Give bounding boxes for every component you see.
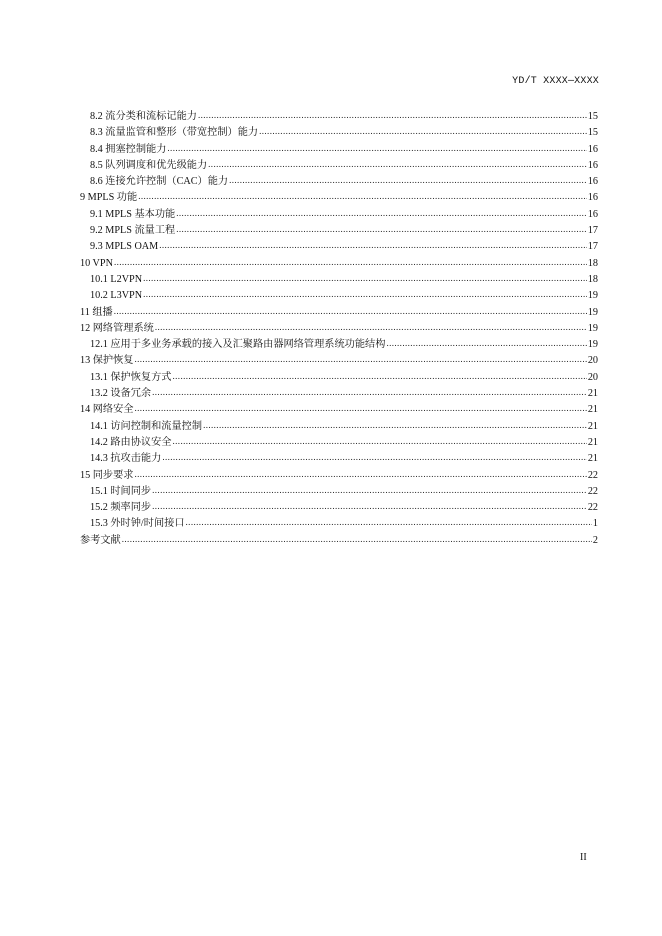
toc-entry-title: 10.1 L2VPN <box>90 273 143 285</box>
toc-entry-page: 19 <box>587 290 598 302</box>
toc-entry-title: 13.1 保护恢复方式 <box>90 371 172 383</box>
toc-dot-leader <box>134 351 586 368</box>
toc-entry[interactable] <box>80 141 598 157</box>
toc-entry-title: 14.2 路由协议安全 <box>90 436 172 448</box>
toc-entry-page: 19 <box>587 339 598 351</box>
toc-dot-leader <box>155 319 587 336</box>
toc-entry-title: 13.2 设备冗余 <box>90 388 152 400</box>
toc-dot-leader <box>173 368 587 385</box>
toc-entry-page: 22 <box>587 469 598 481</box>
toc-entry-page: 16 <box>587 159 598 171</box>
toc-entry-page: 22 <box>587 502 598 514</box>
toc-entry[interactable] <box>80 515 598 531</box>
toc-dot-leader <box>152 482 587 499</box>
toc-entry-page: 22 <box>587 485 598 497</box>
toc-dot-leader <box>203 417 587 434</box>
toc-dot-leader <box>138 188 587 205</box>
toc-dot-leader <box>229 172 587 189</box>
toc-dot-leader <box>186 514 592 531</box>
toc-entry-page: 1 <box>592 518 598 530</box>
toc-entry-title: 9.1 MPLS 基本功能 <box>90 208 176 220</box>
toc-dot-leader <box>173 433 587 450</box>
toc-entry-page: 15 <box>587 111 598 122</box>
toc-dot-leader <box>143 270 587 287</box>
toc-entry-title: 8.5 队列调度和优先级能力 <box>90 159 208 171</box>
toc-entry[interactable] <box>80 108 598 124</box>
toc-entry-page: 19 <box>587 306 598 318</box>
toc-entry-page: 16 <box>587 208 598 220</box>
toc-entry-page: 20 <box>587 355 598 367</box>
toc-entry[interactable] <box>80 206 598 222</box>
toc-entry-page: 16 <box>587 192 598 204</box>
toc-entry-title: 11 组播 <box>80 306 113 318</box>
toc-entry-page: 20 <box>587 371 598 383</box>
toc-entry[interactable] <box>80 352 598 368</box>
toc-dot-leader <box>386 335 586 352</box>
toc-entry-page: 21 <box>587 453 598 465</box>
toc-entry-title: 9.3 MPLS OAM <box>90 241 159 253</box>
toc-entry[interactable] <box>80 287 598 303</box>
toc-entry-title: 15.3 外时钟/时间接口 <box>90 518 185 530</box>
toc-entry-title: 8.6 连接允许控制（CAC）能力 <box>90 176 229 188</box>
toc-entry-title: 10 VPN <box>80 257 113 269</box>
toc-entry-title: 14.3 抗攻击能力 <box>90 453 162 465</box>
toc-entry[interactable] <box>80 222 598 238</box>
toc-entry-page: 21 <box>587 404 598 416</box>
toc-entry-title: 8.2 流分类和流标记能力 <box>90 111 197 122</box>
toc-entry-page: 2 <box>592 534 598 546</box>
toc-entry-page: 16 <box>587 143 598 155</box>
toc-dot-leader <box>259 123 587 140</box>
toc-dot-leader <box>198 107 587 124</box>
toc-dot-leader <box>159 237 587 254</box>
table-of-contents <box>80 108 598 548</box>
toc-dot-leader <box>162 449 587 466</box>
toc-entry-page: 16 <box>587 176 598 188</box>
toc-entry-page: 21 <box>587 420 598 432</box>
toc-entry[interactable] <box>80 173 598 189</box>
toc-dot-leader <box>152 498 587 515</box>
toc-entry-title: 8.3 流量监管和整形（带宽控制）能力 <box>90 127 259 139</box>
toc-entry-title: 12.1 应用于多业务承载的接入及汇聚路由器网络管理系统功能结构 <box>90 339 386 351</box>
toc-entry-page: 21 <box>587 436 598 448</box>
toc-dot-leader <box>114 254 587 271</box>
toc-entry-title: 8.4 拥塞控制能力 <box>90 143 167 155</box>
toc-entry-title: 9 MPLS 功能 <box>80 192 138 204</box>
toc-entry[interactable] <box>80 483 598 499</box>
toc-entry[interactable] <box>80 385 598 401</box>
toc-entry-page: 17 <box>587 241 598 253</box>
toc-entry-title: 9.2 MPLS 流量工程 <box>90 225 176 237</box>
toc-entry[interactable] <box>80 467 598 483</box>
toc-entry[interactable] <box>80 434 598 450</box>
toc-entry-title: 14 网络安全 <box>80 404 134 416</box>
toc-entry[interactable] <box>80 369 598 385</box>
page-number: II <box>580 852 587 863</box>
toc-dot-leader <box>134 400 586 417</box>
toc-entry[interactable] <box>80 320 598 336</box>
toc-entry[interactable] <box>80 401 598 417</box>
toc-entry[interactable] <box>80 532 598 548</box>
toc-entry-page: 18 <box>587 273 598 285</box>
toc-dot-leader <box>167 140 586 157</box>
toc-dot-leader <box>152 384 587 401</box>
toc-entry-page: 19 <box>587 322 598 334</box>
toc-entry[interactable] <box>80 304 598 320</box>
toc-entry-page: 15 <box>587 127 598 139</box>
toc-entry-title: 10.2 L3VPN <box>90 290 143 302</box>
document-code-header: YD/T XXXX—XXXX <box>512 76 599 87</box>
toc-entry-page: 17 <box>587 225 598 237</box>
toc-entry-title: 参考文献 <box>80 534 121 546</box>
toc-entry[interactable] <box>80 418 598 434</box>
toc-entry[interactable] <box>80 189 598 205</box>
toc-entry-title: 13 保护恢复 <box>80 355 134 367</box>
toc-entry[interactable] <box>80 124 598 140</box>
toc-entry[interactable] <box>80 336 598 352</box>
toc-entry-title: 15 同步要求 <box>80 469 134 481</box>
toc-entry[interactable] <box>80 157 598 173</box>
toc-entry[interactable] <box>80 499 598 515</box>
toc-entry-page: 18 <box>587 257 598 269</box>
toc-dot-leader <box>134 466 586 483</box>
toc-entry[interactable] <box>80 238 598 254</box>
toc-dot-leader <box>176 221 587 238</box>
toc-dot-leader <box>143 286 587 303</box>
toc-entry[interactable] <box>80 271 598 287</box>
toc-dot-leader <box>176 205 587 222</box>
toc-dot-leader <box>114 303 587 320</box>
toc-entry[interactable] <box>80 450 598 466</box>
header-divider <box>80 95 600 96</box>
toc-entry-page: 21 <box>587 388 598 400</box>
toc-entry-title: 15.1 时间同步 <box>90 485 152 497</box>
toc-entry-title: 14.1 访问控制和流量控制 <box>90 420 203 432</box>
toc-dot-leader <box>122 531 592 548</box>
toc-dot-leader <box>208 156 587 173</box>
toc-entry-title: 15.2 频率同步 <box>90 502 152 514</box>
toc-entry-title: 12 网络管理系统 <box>80 322 154 334</box>
toc-entry[interactable] <box>80 255 598 271</box>
